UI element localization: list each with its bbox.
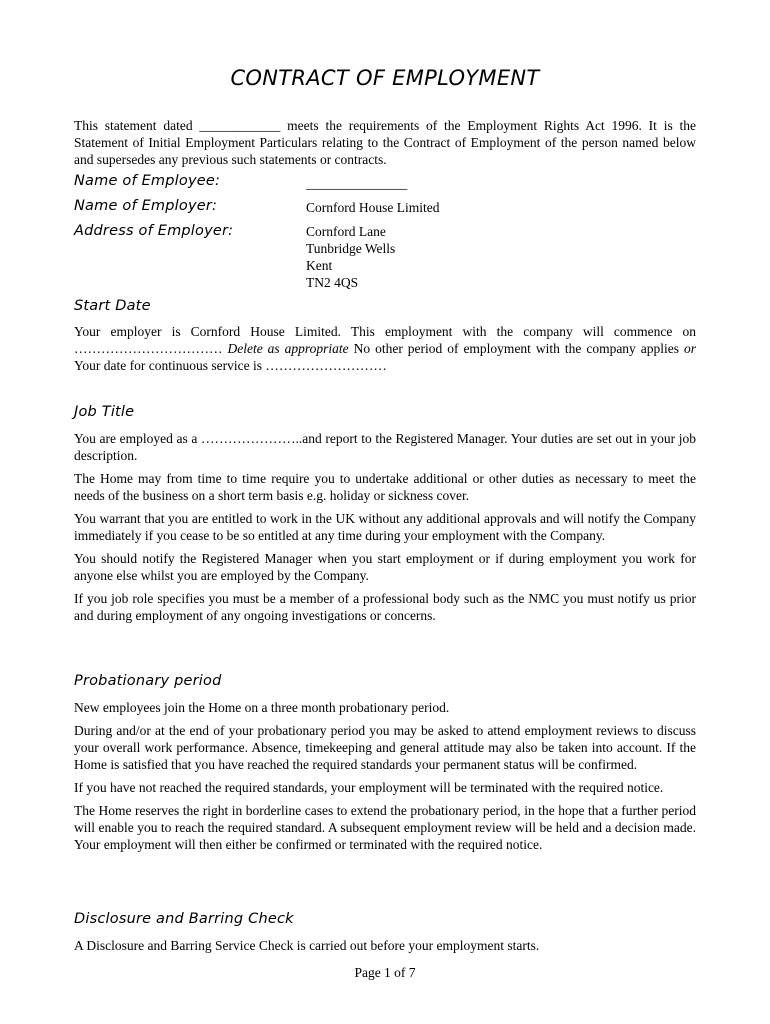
employer-name-value: Cornford House Limited [306,200,440,215]
probation-paragraph: During and/or at the end of your probationary period you may be asked to attend employment reviews to discuss your overall work performance. Absence, timekeeping and general attitude may also be taken into account. If the Home is satisfied that you have reached the required standards your permanent status will be confirmed. [74,723,696,772]
employee-name-label: Name of Employee: [74,173,221,189]
delete-as-appropriate-note: Delete as appropriate [227,341,349,356]
document-title: CONTRACT OF EMPLOYMENT [230,66,540,90]
intro-paragraph: This statement dated ____________ meets the requirements of the Employment Rights Act 1996. It is the Statement of Initial Employment Particulars relating to the Contract of Employment of the person named below and supersedes any previous such statements or contracts. [74,118,696,167]
probation-paragraph: The Home reserves the right in borderline cases to extend the probationary period, in the hope that a further period will enable you to reach the required standard. A subsequent employment review will be held and a decision made. Your employment will then either be confirmed or terminated with the required notice. [74,803,696,852]
page-number: Page 1 of 7 [354,965,416,980]
probation-heading: Probationary period [74,673,222,689]
employee-name-value: _______________ [306,176,408,191]
job-title-section [74,430,696,624]
probation-paragraph: If you have not reached the required standards, your employment will be terminated with the required notice. [74,780,664,795]
job-title-paragraph: You should notify the Registered Manager when you start employment or if during employment you work for anyone else whilst you are employed by the Company. [74,551,696,583]
job-title-heading: Job Title [74,404,135,420]
address-line: Kent [306,258,333,273]
start-date-paragraph: Your employer is Cornford House Limited. This employment with the company will commence on …………………………… Delete as appropriate No other period of employment with the company applies or Your date for continuous service is ……………………… [74,324,696,373]
probation-paragraph: New employees join the Home on a three month probationary period. [74,700,450,715]
job-title-paragraph: The Home may from time to time require you to undertake additional or other duties as necessary to meet the needs of the business on a short term basis e.g. holiday or sickness cover. [74,471,696,503]
employer-name-label: Name of Employer: [74,198,218,214]
employer-address-label: Address of Employer: [74,223,234,239]
job-title-paragraph: You warrant that you are entitled to work in the UK without any additional approvals and will notify the Company immediately if you cease to be so entitled at any time during your employment with the Company. [74,511,696,543]
or-emphasis: or [683,341,696,356]
address-line: Tunbridge Wells [306,241,396,256]
disclosure-paragraph: A Disclosure and Barring Service Check is carried out before your employment starts. [74,938,540,953]
disclosure-heading: Disclosure and Barring Check [74,911,294,927]
start-date-heading: Start Date [74,298,151,314]
job-title-paragraph: If you job role specifies you must be a member of a professional body such as the NMC you must notify us prior and during employment of any ongoing investigations or concerns. [74,591,696,623]
employer-address-value [306,223,395,291]
address-line: TN2 4QS [306,275,359,290]
probation-section [74,699,696,853]
job-title-paragraph: You are employed as a …………………..and report to the Registered Manager. Your duties are set out in your job description. [74,431,696,463]
address-line: Cornford Lane [306,224,386,239]
